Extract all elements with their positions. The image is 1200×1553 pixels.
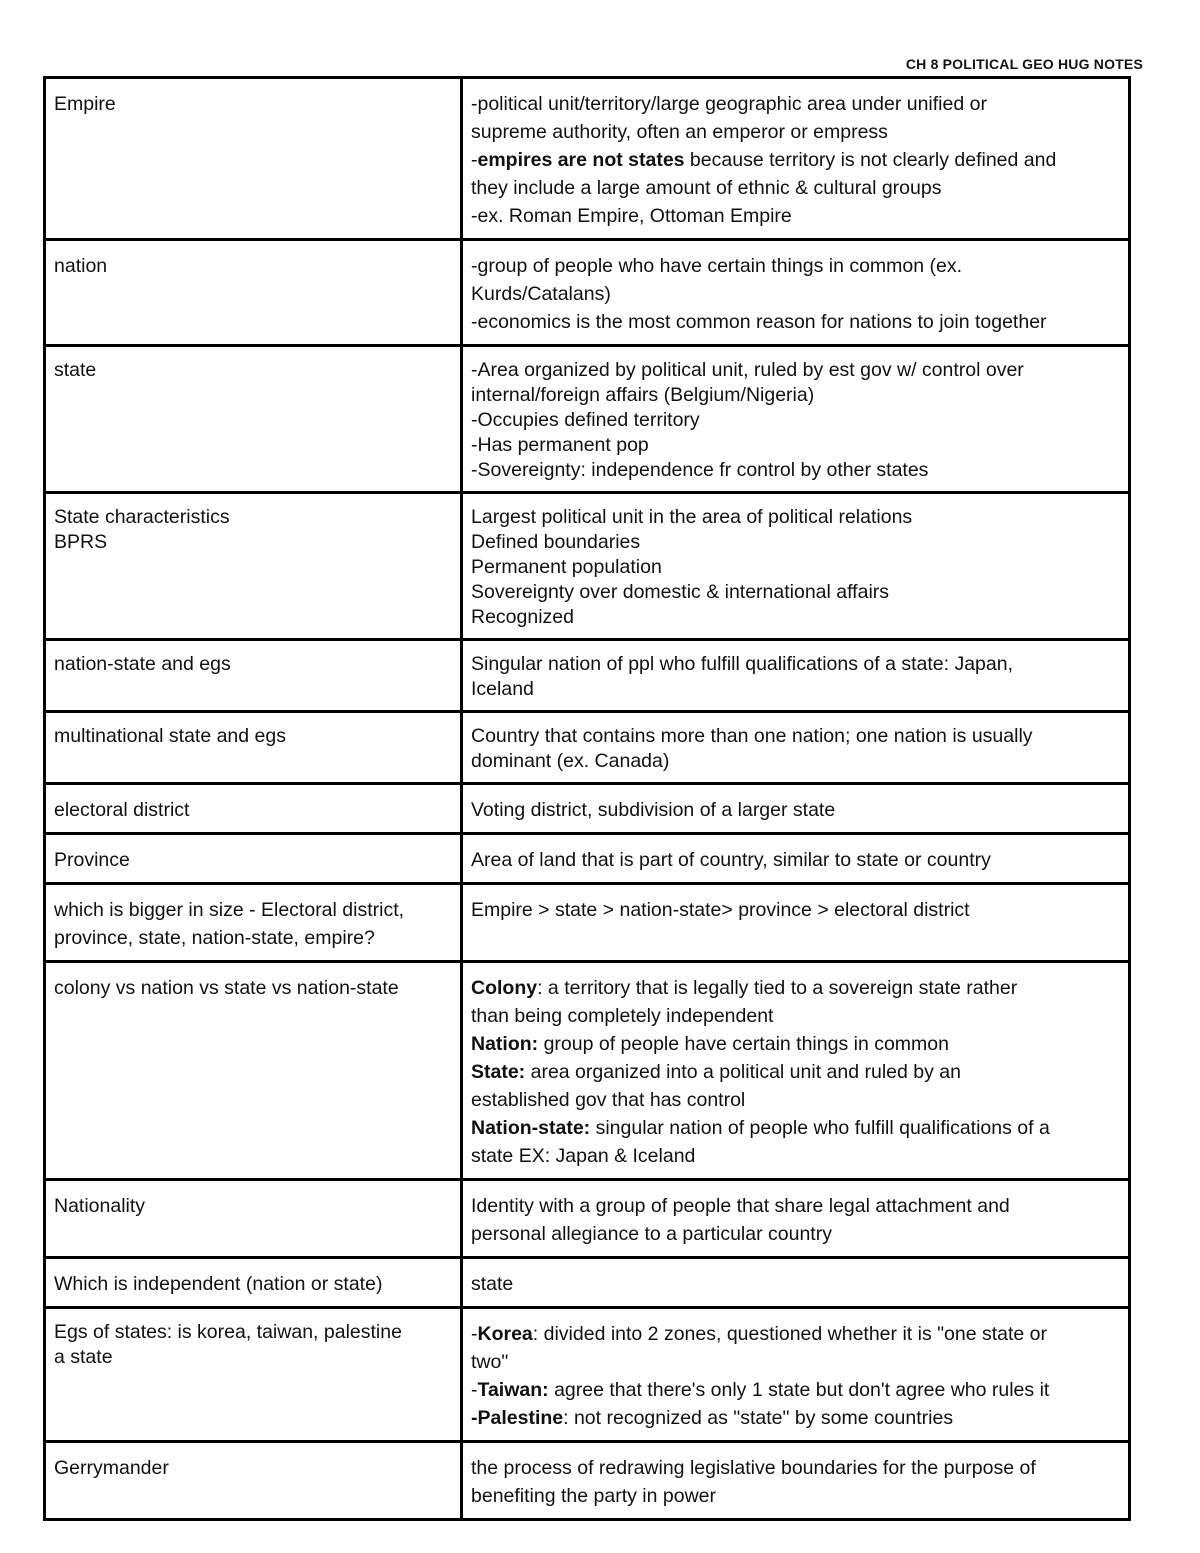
term-text: Gerrymander (54, 1457, 169, 1479)
term-text: State characteristics (54, 506, 230, 528)
term-text: Province (54, 849, 130, 871)
definition-cell (462, 962, 1130, 1180)
table-row (45, 78, 1130, 240)
definition-line (471, 1270, 1120, 1298)
definition-line (471, 530, 1120, 555)
definition-line (471, 1002, 1120, 1030)
term-cell (45, 240, 462, 346)
page-header-title: CH 8 POLITICAL GEO HUG NOTES (905, 56, 1143, 72)
definition-text: Empire > state > nation-state> province > electoral district (471, 899, 970, 921)
definition-line (471, 1454, 1120, 1482)
notes-table (43, 76, 1131, 1521)
definition-text: Largest political unit in the area of political relations (471, 506, 913, 528)
definition-line (471, 1058, 1120, 1086)
table-row (45, 834, 1130, 884)
term-text: Which is independent (nation or state) (54, 1273, 383, 1295)
definition-text: Area of land that is part of country, similar to state or country (471, 849, 991, 871)
term-cell (45, 784, 462, 834)
definition-text: group of people have certain things in common (538, 1033, 949, 1055)
definition-line (471, 408, 1120, 433)
definition-cell (462, 346, 1130, 493)
definition-line (471, 896, 1120, 924)
table-row (45, 1308, 1130, 1442)
definition-text: Singular nation of ppl who fulfill qualifications of a state: Japan, (471, 653, 1014, 675)
definition-text: -Occupies defined territory (471, 409, 700, 431)
table-row (45, 640, 1130, 712)
definition-cell (462, 784, 1130, 834)
term-cell (45, 962, 462, 1180)
definition-line (471, 677, 1120, 702)
definition-text: - (471, 1379, 478, 1401)
definition-text: dominant (ex. Canada) (471, 750, 670, 772)
definition-text: Permanent population (471, 556, 662, 578)
table-row (45, 1180, 1130, 1258)
definition-text: : divided into 2 zones, questioned whether it is "one state or (532, 1323, 1048, 1345)
definition-text: : a territory that is legally tied to a sovereign state rather (537, 977, 1018, 999)
definition-text: -political unit/territory/large geographic area under unified or (471, 93, 987, 115)
definition-line (471, 749, 1120, 774)
term-text: multinational state and egs (54, 725, 286, 747)
definition-line (471, 458, 1120, 483)
term-cell (45, 1180, 462, 1258)
definition-text: than being completely independent (471, 1005, 774, 1027)
term-text: state (54, 359, 97, 381)
table-row (45, 1442, 1130, 1520)
definition-bold-text: State: (471, 1061, 526, 1083)
definition-line (471, 202, 1120, 230)
definition-text: established gov that has control (471, 1089, 746, 1111)
definition-line (471, 1348, 1120, 1376)
definition-line (471, 90, 1120, 118)
definition-text: -group of people who have certain things in common (ex. (471, 255, 963, 277)
table-row (45, 784, 1130, 834)
term-text: Egs of states: is korea, taiwan, palestine (54, 1321, 402, 1343)
term-cell (45, 1308, 462, 1442)
definition-line (471, 1142, 1120, 1170)
definition-cell (462, 884, 1130, 962)
definition-bold-text: Nation-state: (471, 1117, 591, 1139)
definition-cell (462, 1308, 1130, 1442)
definition-text: benefiting the party in power (471, 1485, 716, 1507)
definition-text: singular nation of people who fulfill qualifications of a (590, 1117, 1050, 1139)
definition-line (471, 1404, 1120, 1432)
table-row (45, 493, 1130, 640)
definition-text: personal allegiance to a particular country (471, 1223, 832, 1245)
term-text: nation-state and egs (54, 653, 231, 675)
definition-text: Sovereignty over domestic & international affairs (471, 581, 890, 603)
definition-cell (462, 78, 1130, 240)
definition-cell (462, 493, 1130, 640)
table-row (45, 962, 1130, 1180)
definition-cell (462, 712, 1130, 784)
definition-text: : not recognized as "state" by some countries (563, 1407, 954, 1429)
definition-line (471, 652, 1120, 677)
definition-text: Defined boundaries (471, 531, 641, 553)
term-cell (45, 78, 462, 240)
definition-text: state EX: Japan & Iceland (471, 1145, 696, 1167)
term-cell (45, 1258, 462, 1308)
table-row (45, 1258, 1130, 1308)
term-text: province, state, nation-state, empire? (54, 927, 375, 949)
definition-text: -economics is the most common reason for nations to join together (471, 311, 1047, 333)
table-row (45, 346, 1130, 493)
definition-line (471, 974, 1120, 1002)
definition-text: agree that there's only 1 state but don't agree who rules it (548, 1379, 1050, 1401)
definition-line (471, 555, 1120, 580)
definition-line (471, 1220, 1120, 1248)
definition-line (471, 1030, 1120, 1058)
definition-text: Voting district, subdivision of a larger state (471, 799, 836, 821)
definition-cell (462, 1442, 1130, 1520)
definition-bold-text: Taiwan: (477, 1379, 549, 1401)
definition-cell (462, 240, 1130, 346)
term-cell (45, 640, 462, 712)
definition-cell (462, 834, 1130, 884)
term-cell (45, 346, 462, 493)
term-cell (45, 884, 462, 962)
definition-line (471, 280, 1120, 308)
definition-line (471, 358, 1120, 383)
definition-text: - (471, 1323, 478, 1345)
definition-line (471, 174, 1120, 202)
definition-text: two" (471, 1351, 509, 1373)
term-cell (45, 834, 462, 884)
definition-line (471, 252, 1120, 280)
term-cell (45, 1442, 462, 1520)
definition-text: -ex. Roman Empire, Ottoman Empire (471, 205, 792, 227)
definition-line (471, 433, 1120, 458)
table-row (45, 884, 1130, 962)
term-text: colony vs nation vs state vs nation-state (54, 977, 399, 999)
definition-line (471, 1320, 1120, 1348)
definition-text: - (471, 149, 478, 171)
definition-text: -Sovereignty: independence fr control by other states (471, 459, 929, 481)
definition-line (471, 308, 1120, 336)
definition-line (471, 846, 1120, 874)
definition-line (471, 1376, 1120, 1404)
notes-table-body (45, 78, 1130, 1520)
definition-bold-text: Colony (471, 977, 538, 999)
definition-line (471, 383, 1120, 408)
definition-bold-text: Korea (477, 1323, 533, 1345)
definition-line (471, 1192, 1120, 1220)
definition-text: supreme authority, often an emperor or empress (471, 121, 888, 143)
term-text: nation (54, 255, 108, 277)
definition-line (471, 118, 1120, 146)
definition-text: -Area organized by political unit, ruled by est gov w/ control over (471, 359, 1024, 381)
definition-cell (462, 1180, 1130, 1258)
definition-line (471, 1114, 1120, 1142)
definition-line (471, 1086, 1120, 1114)
term-text: BPRS (54, 531, 108, 553)
definition-text: Country that contains more than one nation; one nation is usually (471, 725, 1033, 747)
definition-bold-text: Nation: (471, 1033, 539, 1055)
definition-text: Iceland (471, 678, 534, 700)
definition-text: internal/foreign affairs (Belgium/Nigeria) (471, 384, 815, 406)
definition-cell (462, 1258, 1130, 1308)
definition-text: Recognized (471, 606, 574, 628)
term-text: Nationality (54, 1195, 146, 1217)
definition-line (471, 724, 1120, 749)
definition-bold-text: empires are not states (477, 149, 685, 171)
definition-line (471, 580, 1120, 605)
term-text: which is bigger in size - Electoral district, (54, 899, 405, 921)
definition-cell (462, 640, 1130, 712)
term-text: electoral district (54, 799, 190, 821)
definition-text: because territory is not clearly defined and (684, 149, 1057, 171)
definition-text: the process of redrawing legislative boundaries for the purpose of (471, 1457, 1036, 1479)
definition-line (471, 605, 1120, 630)
definition-text: Identity with a group of people that share legal attachment and (471, 1195, 1010, 1217)
term-cell (45, 493, 462, 640)
term-text: a state (54, 1346, 113, 1368)
table-row (45, 712, 1130, 784)
definition-text: state (471, 1273, 514, 1295)
definition-line (471, 505, 1120, 530)
definition-line (471, 1482, 1120, 1510)
definition-bold-text: -Palestine (471, 1407, 564, 1429)
term-text: Empire (54, 93, 116, 115)
definition-line (471, 796, 1120, 824)
definition-line (471, 146, 1120, 174)
term-cell (45, 712, 462, 784)
definition-text: Kurds/Catalans) (471, 283, 611, 305)
definition-text: they include a large amount of ethnic & cultural groups (471, 177, 942, 199)
definition-text: area organized into a political unit and ruled by an (525, 1061, 961, 1083)
definition-text: -Has permanent pop (471, 434, 649, 456)
table-row (45, 240, 1130, 346)
